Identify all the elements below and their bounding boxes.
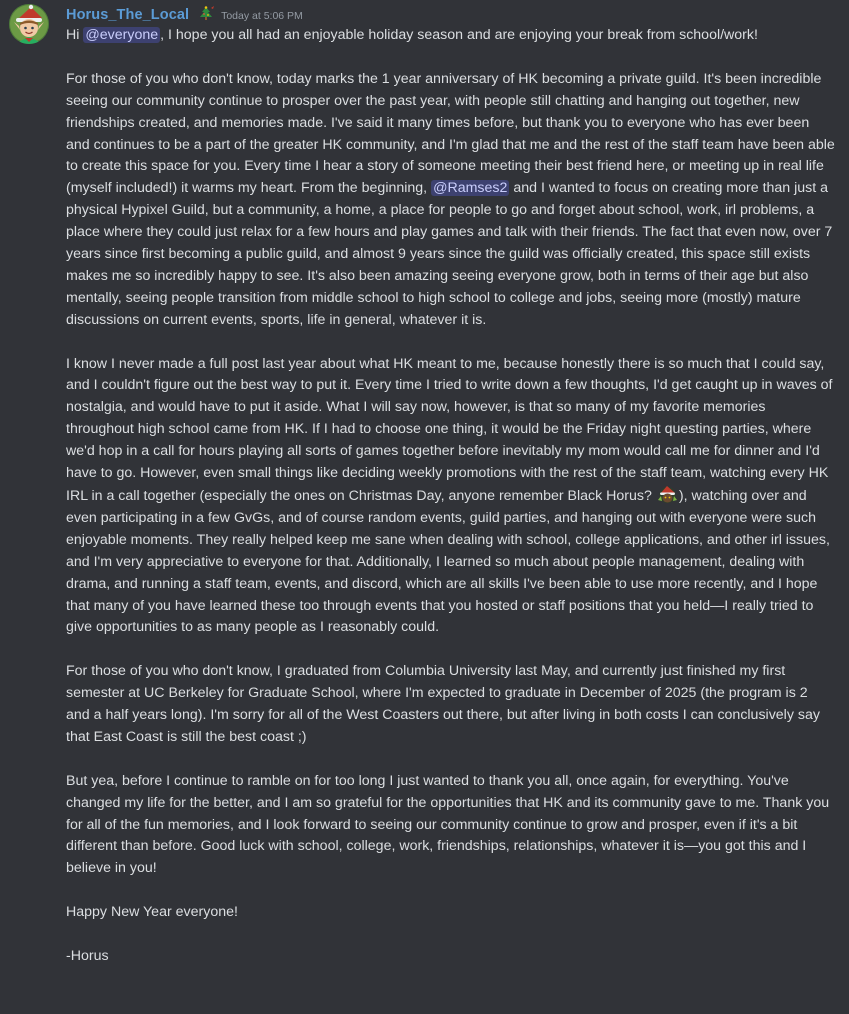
greeting-text: Hi xyxy=(66,27,84,43)
message-header xyxy=(66,0,835,28)
paragraph-memories xyxy=(66,354,835,640)
mention-ramses2[interactable]: @Ramses2 xyxy=(433,180,508,197)
paragraph-signature: -Horus xyxy=(66,947,109,964)
christmas-tree-icon[interactable] xyxy=(197,5,215,21)
paragraph-anniversary xyxy=(66,69,835,332)
avatar-elf-icon xyxy=(9,4,49,44)
horus-custom-emoji-icon[interactable] xyxy=(657,485,678,504)
paragraph-graduation: For those of you who don't know, I graduated from Columbia University last May, and currently just finished my first semester at UC Berkeley for Graduate School, where I'm expected to graduate in December of 2025 (the program is 2 and a half years long). I'm sorry for all of the West Coasters out there, but after living in both costs I can conclusively say that East Coast is still the best coast ;) xyxy=(66,663,820,745)
memories-text-rest: ), watching over and even participating in a few GvGs, and of course random events, guild parties, and hanging out with everyone were such enjoyable moments. They really helped keep me sane when dealing with school, college applications, and other irl issues, and I'm very appreciative to everyone for that. Additionally, I learned so much about people management, dealing with drama, and running a staff team, events, and discord, which are all skills I've been able to use more recently, and I hope that many of you have learned these too through events that you hosted or staff positions that you held—I really tried to give opportunities to as many people as I reasonably could. xyxy=(66,488,830,636)
memories-text: I know I never made a full post last year about what HK meant to me, because honestly there is so much that I could say, and I couldn't figure out the best way to put it. Every time I tried to write down a few thoughts, I'd get caught up in waves of nostalgia, and would have to put it aside. What I will say now, however, is that so many of my favorite memories throughout high school came from HK. If I had to choose one thing, it would be the Friday night questing parties, where we'd hop in a call for hours playing all sorts of games together before inevitably my mom would call me for dinner and I'd have to go. However, even small things like deciding weekly promotions with the rest of the staff team, watching every HK IRL in a call together (especially the ones on Christmas Day, anyone remember Black Horus? xyxy=(66,355,833,504)
message-content xyxy=(66,25,835,968)
username[interactable]: Horus_The_Local xyxy=(66,7,190,23)
avatar[interactable] xyxy=(9,4,49,44)
greeting-text-rest: , I hope you all had an enjoyable holiday season and are enjoying your break from school/work! xyxy=(160,27,758,43)
mention-everyone[interactable]: @everyone xyxy=(85,27,159,43)
paragraph-thanks: But yea, before I continue to ramble on for too long I just wanted to thank you all, once again, for everything. You've changed my life for the better, and I am so grateful for the opportunities that HK and its community gave to me. Thank you for all of the fun memories, and I look forward to seeing our community continue to grow and prosper, even if it's a bit different than before. Good luck with school, college, work, friendships, relationships, whatever it is—you got this and I believe in you! xyxy=(66,772,830,877)
anniversary-text: For those of you who don't know, today marks the 1 year anniversary of HK becoming a private guild. It's been incredible seeing our community continue to prosper over the past year, with people still chatting and hanging out together, new friendships created, and memories made. I've said it many times before, but thank you to everyone who has ever been and continues to be a part of the greater HK community, and I'm glad that me and the rest of the staff team have been able to create this space for you. Every time I hear a story of someone meeting their best friend here, or meeting up in real life (myself included!) it warms my heart. From the beginning, xyxy=(66,70,835,197)
timestamp: Today at 5:06 PM xyxy=(221,10,303,22)
anniversary-text-rest: and I wanted to focus on creating more than just a physical Hypixel Guild, but a community, a home, a place for people to go and forget about school, work, irl problems, a place where they could just relax for a few hours and play games and talk with their friends. The fact that even now, over 7 years since first becoming a public guild, and almost 9 years since the guild was officially created, this space still exists makes me so incredibly happy to see. It's also been amazing seeing everyone grow, both in terms of their age but also mentally, seeing people transition from middle school to high school to college and jobs, seeing more (mostly) mature discussions on current events, sports, life in general, whatever it is. xyxy=(66,180,833,328)
paragraph-greeting xyxy=(66,25,835,47)
paragraph-new-year: Happy New Year everyone! xyxy=(66,904,238,921)
